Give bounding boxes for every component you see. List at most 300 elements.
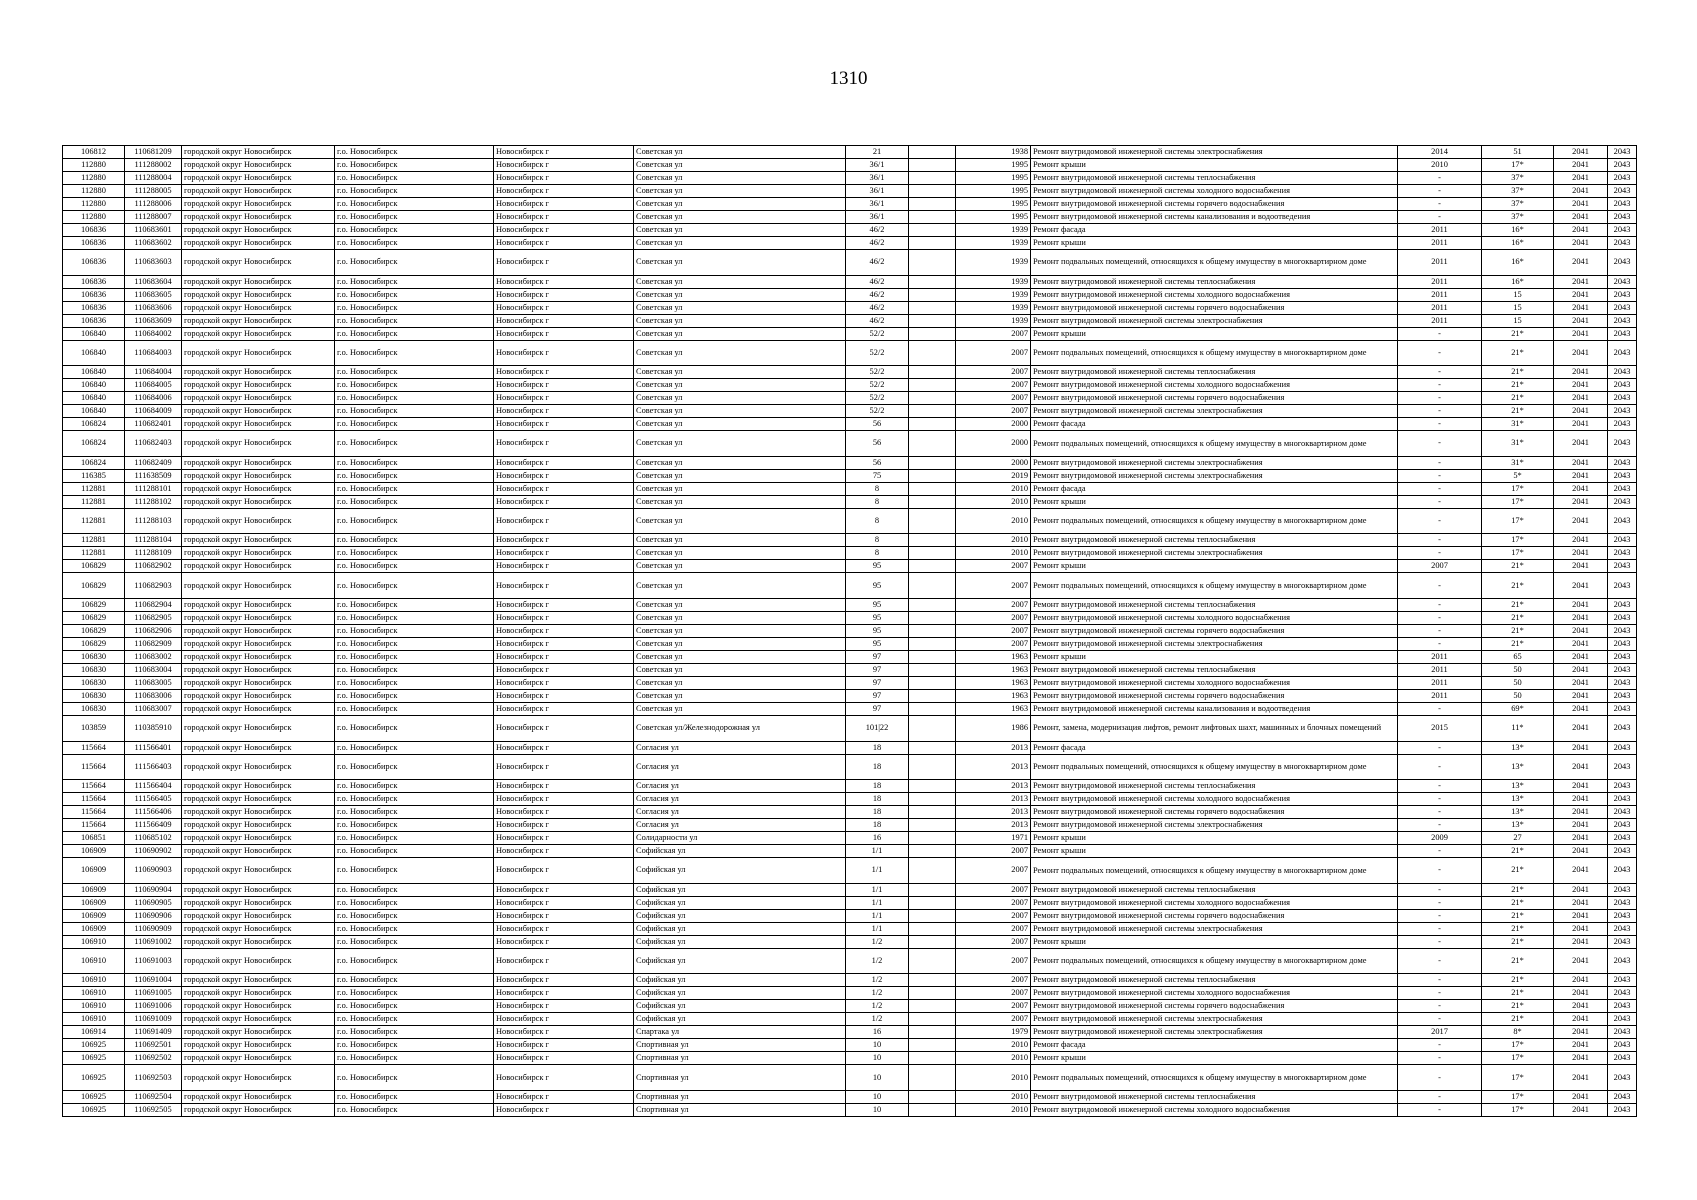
table-cell: - (1398, 1039, 1482, 1052)
table-cell: 2043 (1608, 780, 1637, 793)
table-cell: 10 (846, 1090, 909, 1103)
table-cell: 110683005 (125, 676, 182, 689)
table-cell: 46/2 (846, 275, 909, 288)
table-cell: Советская ул (634, 237, 846, 250)
table-cell: Ремонт внутридомовой инженерной системы горячего водоснабжения (1031, 198, 1398, 211)
table-cell: 1939 (956, 224, 1031, 237)
table-cell: 2043 (1608, 237, 1637, 250)
table-cell: 2041 (1554, 560, 1608, 573)
table-cell (909, 211, 956, 224)
table-cell: Новосибирск г (494, 250, 634, 276)
table-cell: - (1398, 702, 1482, 715)
table-cell: 10 (846, 1103, 909, 1116)
table-cell: городской округ Новосибирск (182, 611, 335, 624)
table-cell: 115664 (63, 819, 125, 832)
table-cell: 56 (846, 456, 909, 469)
table-cell: 13* (1482, 793, 1554, 806)
table-cell: 1939 (956, 237, 1031, 250)
table-cell: 51 (1482, 146, 1554, 159)
table-row (63, 250, 1637, 276)
table-cell: г.о. Новосибирск (335, 340, 494, 366)
table-cell (909, 845, 956, 858)
table-cell: 115664 (63, 780, 125, 793)
table-cell: 110385910 (125, 715, 182, 741)
table-cell: 97 (846, 650, 909, 663)
table-cell: 2007 (956, 883, 1031, 896)
table-cell: г.о. Новосибирск (335, 327, 494, 340)
table-cell: Советская ул (634, 379, 846, 392)
table-cell: Новосибирск г (494, 366, 634, 379)
table-cell: Ремонт внутридомовой инженерной системы электроснабжения (1031, 314, 1398, 327)
table-cell: г.о. Новосибирск (335, 172, 494, 185)
table-cell: 2007 (956, 845, 1031, 858)
table-cell: - (1398, 405, 1482, 418)
table-cell: - (1398, 741, 1482, 754)
table-cell: Советская ул (634, 211, 846, 224)
table-cell: - (1398, 198, 1482, 211)
table-cell: 106836 (63, 224, 125, 237)
table-cell: 2041 (1554, 663, 1608, 676)
table-cell: 52/2 (846, 340, 909, 366)
table-cell (909, 560, 956, 573)
table-cell: 69* (1482, 702, 1554, 715)
table-row (63, 1090, 1637, 1103)
table-cell: Ремонт внутридомовой инженерной системы горячего водоснабжения (1031, 301, 1398, 314)
table-cell: г.о. Новосибирск (335, 741, 494, 754)
table-cell: 110692502 (125, 1052, 182, 1065)
table-cell: Ремонт подвальных помещений, относящихся к общему имуществу в многоквартирном доме (1031, 508, 1398, 534)
table-cell: 106824 (63, 456, 125, 469)
table-row (63, 754, 1637, 780)
table-cell: 2017 (1398, 1026, 1482, 1039)
table-cell: Новосибирск г (494, 314, 634, 327)
table-cell: 18 (846, 806, 909, 819)
table-cell: 2041 (1554, 741, 1608, 754)
table-cell: городской округ Новосибирск (182, 845, 335, 858)
table-cell: Советская ул (634, 495, 846, 508)
table-cell: г.о. Новосибирск (335, 754, 494, 780)
table-cell: 2043 (1608, 858, 1637, 884)
table-cell: 2041 (1554, 340, 1608, 366)
table-cell: Софийская ул (634, 922, 846, 935)
table-cell: 2043 (1608, 1013, 1637, 1026)
table-cell: 106836 (63, 237, 125, 250)
table-cell: 1939 (956, 250, 1031, 276)
table-row (63, 224, 1637, 237)
table-cell: 106836 (63, 250, 125, 276)
table-row (63, 418, 1637, 431)
table-cell: Новосибирск г (494, 883, 634, 896)
table-cell: 2041 (1554, 689, 1608, 702)
table-cell: г.о. Новосибирск (335, 819, 494, 832)
table-cell: 111288007 (125, 211, 182, 224)
table-cell: 95 (846, 598, 909, 611)
table-cell: 21* (1482, 624, 1554, 637)
table-cell: 112881 (63, 482, 125, 495)
table-cell (909, 702, 956, 715)
table-cell: 106836 (63, 314, 125, 327)
table-row (63, 883, 1637, 896)
table-body (63, 146, 1637, 1117)
table-cell: Новосибирск г (494, 1052, 634, 1065)
table-cell: 110691002 (125, 935, 182, 948)
table-cell: Ремонт крыши (1031, 560, 1398, 573)
table-cell: 2041 (1554, 896, 1608, 909)
table-cell: городской округ Новосибирск (182, 288, 335, 301)
table-cell: городской округ Новосибирск (182, 237, 335, 250)
table-cell: 21* (1482, 637, 1554, 650)
table-cell: 2043 (1608, 974, 1637, 987)
table-cell: 17* (1482, 482, 1554, 495)
table-row (63, 327, 1637, 340)
table-cell: 111288006 (125, 198, 182, 211)
table-cell: 2043 (1608, 637, 1637, 650)
table-cell: 46/2 (846, 301, 909, 314)
table-cell: 2041 (1554, 495, 1608, 508)
table-row (63, 611, 1637, 624)
table-cell: 52/2 (846, 392, 909, 405)
table-row (63, 780, 1637, 793)
table-cell: - (1398, 1013, 1482, 1026)
table-cell: 112881 (63, 534, 125, 547)
table-cell: городской округ Новосибирск (182, 250, 335, 276)
table-cell: 110692504 (125, 1090, 182, 1103)
table-cell: г.о. Новосибирск (335, 250, 494, 276)
table-row (63, 379, 1637, 392)
table-cell: г.о. Новосибирск (335, 405, 494, 418)
table-row (63, 741, 1637, 754)
table-cell (909, 1026, 956, 1039)
table-cell: Ремонт подвальных помещений, относящихся к общему имуществу в многоквартирном доме (1031, 948, 1398, 974)
table-cell: 27 (1482, 832, 1554, 845)
table-cell: 2010 (1398, 159, 1482, 172)
table-cell (909, 948, 956, 974)
table-cell: 111566401 (125, 741, 182, 754)
table-cell: 1986 (956, 715, 1031, 741)
table-cell: Советская ул (634, 560, 846, 573)
table-cell: городской округ Новосибирск (182, 922, 335, 935)
table-cell: 106910 (63, 1000, 125, 1013)
table-cell: Ремонт внутридомовой инженерной системы электроснабжения (1031, 819, 1398, 832)
table-cell: 15 (1482, 288, 1554, 301)
table-cell: - (1398, 922, 1482, 935)
table-cell: 106812 (63, 146, 125, 159)
table-cell: 106829 (63, 611, 125, 624)
table-cell: Ремонт внутридомовой инженерной системы теплоснабжения (1031, 598, 1398, 611)
table-cell: 2041 (1554, 702, 1608, 715)
table-cell: 110692505 (125, 1103, 182, 1116)
table-cell: Ремонт внутридомовой инженерной системы горячего водоснабжения (1031, 689, 1398, 702)
table-cell: Новосибирск г (494, 469, 634, 482)
table-cell: Новосибирск г (494, 1065, 634, 1091)
table-cell: 2043 (1608, 340, 1637, 366)
table-cell: Новосибирск г (494, 340, 634, 366)
table-cell: Новосибирск г (494, 172, 634, 185)
table-cell: г.о. Новосибирск (335, 211, 494, 224)
table-cell: г.о. Новосибирск (335, 534, 494, 547)
table-cell: городской округ Новосибирск (182, 146, 335, 159)
table-row (63, 314, 1637, 327)
table-row (63, 560, 1637, 573)
table-cell: 2010 (956, 547, 1031, 560)
table-cell: 2041 (1554, 1103, 1608, 1116)
table-cell: 17* (1482, 1065, 1554, 1091)
table-cell: 2043 (1608, 198, 1637, 211)
table-row (63, 288, 1637, 301)
table-cell: 110690906 (125, 909, 182, 922)
table-cell: Ремонт внутридомовой инженерной системы теплоснабжения (1031, 883, 1398, 896)
table-row (63, 935, 1637, 948)
table-cell: 2011 (1398, 676, 1482, 689)
table-cell: г.о. Новосибирск (335, 573, 494, 599)
table-cell: городской округ Новосибирск (182, 689, 335, 702)
table-cell: - (1398, 780, 1482, 793)
table-cell: Ремонт подвальных помещений, относящихся к общему имуществу в многоквартирном доме (1031, 754, 1398, 780)
table-cell: 106829 (63, 598, 125, 611)
table-cell: 2041 (1554, 275, 1608, 288)
table-cell (909, 1013, 956, 1026)
table-cell: Новосибирск г (494, 159, 634, 172)
table-cell: 36/1 (846, 159, 909, 172)
table-cell: 75 (846, 469, 909, 482)
table-cell: 2041 (1554, 650, 1608, 663)
table-cell: 2043 (1608, 469, 1637, 482)
table-cell: 17* (1482, 1090, 1554, 1103)
table-cell: Ремонт внутридомовой инженерной системы теплоснабжения (1031, 534, 1398, 547)
table-cell: Ремонт внутридомовой инженерной системы горячего водоснабжения (1031, 909, 1398, 922)
table-cell: 2041 (1554, 1000, 1608, 1013)
table-cell: 2043 (1608, 1103, 1637, 1116)
table-cell: 2043 (1608, 1000, 1637, 1013)
table-cell: городской округ Новосибирск (182, 780, 335, 793)
table-cell: 21 (846, 146, 909, 159)
table-cell: городской округ Новосибирск (182, 858, 335, 884)
table-cell: Новосибирск г (494, 418, 634, 431)
table-cell: 11* (1482, 715, 1554, 741)
table-cell: 2007 (956, 909, 1031, 922)
table-cell: 2041 (1554, 883, 1608, 896)
table-cell (909, 935, 956, 948)
table-cell: - (1398, 1000, 1482, 1013)
table-cell: Ремонт фасада (1031, 224, 1398, 237)
table-cell: городской округ Новосибирск (182, 1000, 335, 1013)
table-cell: Ремонт внутридомовой инженерной системы электроснабжения (1031, 922, 1398, 935)
table-cell: Советская ул (634, 534, 846, 547)
table-cell: городской округ Новосибирск (182, 741, 335, 754)
table-cell: Ремонт внутридомовой инженерной системы горячего водоснабжения (1031, 392, 1398, 405)
table-cell: 2007 (956, 935, 1031, 948)
table-cell (909, 624, 956, 637)
table-row (63, 185, 1637, 198)
table-cell: 2010 (956, 534, 1031, 547)
table-cell (909, 405, 956, 418)
table-cell: 2007 (956, 366, 1031, 379)
table-cell: 2011 (1398, 650, 1482, 663)
table-cell: Ремонт крыши (1031, 650, 1398, 663)
table-cell: Новосибирск г (494, 1000, 634, 1013)
table-row (63, 1103, 1637, 1116)
table-cell: 110683602 (125, 237, 182, 250)
table-cell: городской округ Новосибирск (182, 650, 335, 663)
table-cell: 112880 (63, 211, 125, 224)
table-cell: 2041 (1554, 832, 1608, 845)
table-cell: 21* (1482, 974, 1554, 987)
table-cell: г.о. Новосибирск (335, 948, 494, 974)
table-cell: Ремонт внутридомовой инженерной системы холодного водоснабжения (1031, 793, 1398, 806)
table-cell: Советская ул (634, 327, 846, 340)
table-cell: 46/2 (846, 314, 909, 327)
table-cell (909, 224, 956, 237)
table-cell: 111566406 (125, 806, 182, 819)
table-cell: Новосибирск г (494, 780, 634, 793)
table-cell: Новосибирск г (494, 327, 634, 340)
table-cell: Ремонт подвальных помещений, относящихся к общему имуществу в многоквартирном доме (1031, 573, 1398, 599)
table-cell: - (1398, 172, 1482, 185)
table-cell: Новосибирск г (494, 806, 634, 819)
table-cell: 2010 (956, 495, 1031, 508)
table-cell: - (1398, 935, 1482, 948)
table-cell: 106910 (63, 987, 125, 1000)
table-cell: 2007 (956, 392, 1031, 405)
table-cell: 115664 (63, 754, 125, 780)
table-row (63, 1039, 1637, 1052)
table-cell: Новосибирск г (494, 482, 634, 495)
table-row (63, 456, 1637, 469)
table-cell: Советская ул (634, 611, 846, 624)
table-cell: 106840 (63, 340, 125, 366)
table-cell: 1/2 (846, 1000, 909, 1013)
table-cell: 110691004 (125, 974, 182, 987)
table-row (63, 547, 1637, 560)
table-cell: г.о. Новосибирск (335, 198, 494, 211)
table-cell: 110690902 (125, 845, 182, 858)
table-cell: г.о. Новосибирск (335, 598, 494, 611)
table-cell: Ремонт внутридомовой инженерной системы теплоснабжения (1031, 1090, 1398, 1103)
table-cell: 21* (1482, 611, 1554, 624)
table-cell: 106824 (63, 431, 125, 457)
table-cell: Софийская ул (634, 1000, 846, 1013)
table-cell: 18 (846, 793, 909, 806)
table-cell: Новосибирск г (494, 741, 634, 754)
table-cell: 46/2 (846, 237, 909, 250)
table-cell: 2007 (956, 405, 1031, 418)
table-cell: 2011 (1398, 663, 1482, 676)
table-cell: 13* (1482, 819, 1554, 832)
table-cell: 1938 (956, 146, 1031, 159)
table-cell: городской округ Новосибирск (182, 211, 335, 224)
table-cell: 2043 (1608, 314, 1637, 327)
table-cell: городской округ Новосибирск (182, 819, 335, 832)
table-cell: 110684006 (125, 392, 182, 405)
table-cell: 2007 (956, 987, 1031, 1000)
table-cell: 2043 (1608, 702, 1637, 715)
table-cell: 18 (846, 780, 909, 793)
table-cell (909, 883, 956, 896)
table-cell: 106824 (63, 418, 125, 431)
table-cell: г.о. Новосибирск (335, 495, 494, 508)
table-cell: г.о. Новосибирск (335, 858, 494, 884)
table-cell: 2041 (1554, 922, 1608, 935)
table-row (63, 793, 1637, 806)
table-cell: городской округ Новосибирск (182, 1090, 335, 1103)
table-cell: 106910 (63, 974, 125, 987)
table-cell: 1/1 (846, 845, 909, 858)
table-cell: Софийская ул (634, 974, 846, 987)
table-cell: Советская ул (634, 547, 846, 560)
table-cell: 110682401 (125, 418, 182, 431)
table-cell: Ремонт фасада (1031, 418, 1398, 431)
table-cell: 2007 (956, 896, 1031, 909)
table-cell: 110692503 (125, 1065, 182, 1091)
table-cell: 2010 (956, 1052, 1031, 1065)
table-cell: 52/2 (846, 366, 909, 379)
table-cell: 1963 (956, 676, 1031, 689)
table-cell: 1939 (956, 288, 1031, 301)
table-cell: Ремонт внутридомовой инженерной системы теплоснабжения (1031, 366, 1398, 379)
table-cell: Советская ул (634, 456, 846, 469)
table-cell: 50 (1482, 689, 1554, 702)
table-cell (909, 456, 956, 469)
table-cell: 1995 (956, 211, 1031, 224)
table-cell: - (1398, 508, 1482, 534)
table-cell (909, 172, 956, 185)
table-cell: Новосибирск г (494, 185, 634, 198)
table-cell: Новосибирск г (494, 793, 634, 806)
table-cell: 2041 (1554, 237, 1608, 250)
table-cell: 2041 (1554, 482, 1608, 495)
table-cell: 2041 (1554, 819, 1608, 832)
table-cell: городской округ Новосибирск (182, 896, 335, 909)
table-cell: 2007 (956, 560, 1031, 573)
table-row (63, 198, 1637, 211)
table-cell: - (1398, 327, 1482, 340)
table-cell: 106910 (63, 1013, 125, 1026)
table-cell: Советская ул (634, 146, 846, 159)
table-cell: 110690905 (125, 896, 182, 909)
table-cell: 106914 (63, 1026, 125, 1039)
table-cell: г.о. Новосибирск (335, 676, 494, 689)
table-cell: 106925 (63, 1103, 125, 1116)
table-cell: Ремонт внутридомовой инженерной системы теплоснабжения (1031, 172, 1398, 185)
table-cell: 2043 (1608, 405, 1637, 418)
table-cell: городской округ Новосибирск (182, 301, 335, 314)
table-cell: 2043 (1608, 948, 1637, 974)
table-cell: 110683609 (125, 314, 182, 327)
table-cell: 2043 (1608, 288, 1637, 301)
table-cell: Новосибирск г (494, 1090, 634, 1103)
table-cell: Ремонт внутридомовой инженерной системы холодного водоснабжения (1031, 896, 1398, 909)
table-cell: городской округ Новосибирск (182, 793, 335, 806)
table-cell: г.о. Новосибирск (335, 288, 494, 301)
table-cell: 2009 (1398, 832, 1482, 845)
table-cell: 2011 (1398, 250, 1482, 276)
table-cell: городской округ Новосибирск (182, 379, 335, 392)
table-cell: г.о. Новосибирск (335, 637, 494, 650)
table-cell: 2043 (1608, 547, 1637, 560)
table-cell: 2043 (1608, 845, 1637, 858)
table-cell (909, 495, 956, 508)
table-cell: - (1398, 534, 1482, 547)
table-cell: 46/2 (846, 224, 909, 237)
table-cell: 16 (846, 832, 909, 845)
table-cell: 2041 (1554, 146, 1608, 159)
table-cell: 17* (1482, 495, 1554, 508)
table-cell: г.о. Новосибирск (335, 650, 494, 663)
table-cell: 106840 (63, 405, 125, 418)
table-cell: г.о. Новосибирск (335, 689, 494, 702)
table-cell (909, 327, 956, 340)
table-cell: 112880 (63, 159, 125, 172)
